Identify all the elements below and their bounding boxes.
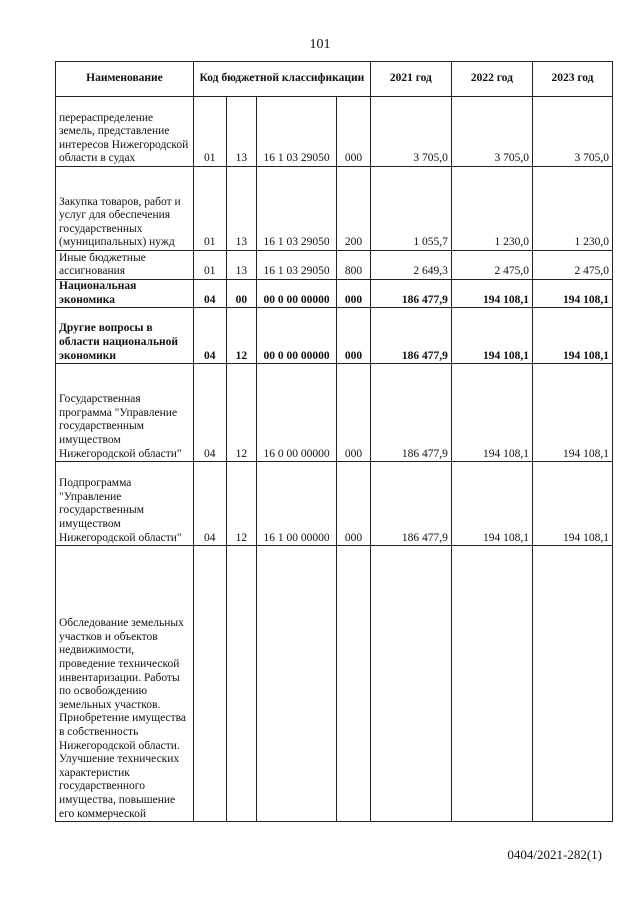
table-row (56, 462, 613, 546)
table-row (56, 308, 613, 364)
row-name: Национальная экономика (56, 280, 194, 308)
value-2023: 2 475,0 (532, 251, 612, 280)
table-row (56, 97, 613, 167)
table-row (56, 546, 613, 822)
header-2021: 2021 год (370, 62, 451, 97)
subsection-code: 13 (226, 251, 257, 280)
expense-type-code: 800 (337, 251, 371, 280)
value-2022 (451, 546, 532, 822)
table-row (56, 251, 613, 280)
value-2021: 3 705,0 (370, 97, 451, 167)
value-2021: 186 477,9 (370, 364, 451, 462)
expense-type-code: 000 (337, 364, 371, 462)
target-article-code: 16 1 03 29050 (257, 97, 337, 167)
value-2021: 186 477,9 (370, 462, 451, 546)
target-article-code: 16 0 00 00000 (257, 364, 337, 462)
expense-type-code: 000 (337, 308, 371, 364)
value-2023: 194 108,1 (532, 364, 612, 462)
section-code: 04 (193, 280, 226, 308)
target-article-code: 16 1 03 29050 (257, 251, 337, 280)
expense-type-code: 000 (337, 97, 371, 167)
row-name: Другие вопросы в области национальной экономики (56, 308, 194, 364)
section-code (193, 546, 226, 822)
value-2021: 186 477,9 (370, 308, 451, 364)
row-name: перераспределение земель, представление интересов Нижегородской области в судах (56, 97, 194, 167)
section-code: 01 (193, 167, 226, 251)
table-header-row (56, 62, 613, 97)
subsection-code: 13 (226, 167, 257, 251)
expense-type-code (337, 546, 371, 822)
target-article-code (257, 546, 337, 822)
value-2022: 3 705,0 (451, 97, 532, 167)
subsection-code (226, 546, 257, 822)
value-2022: 1 230,0 (451, 167, 532, 251)
target-article-code: 16 1 00 00000 (257, 462, 337, 546)
target-article-code: 00 0 00 00000 (257, 308, 337, 364)
value-2022: 194 108,1 (451, 280, 532, 308)
target-article-code: 16 1 03 29050 (257, 167, 337, 251)
header-name: Наименование (56, 62, 194, 97)
row-name: Подпрограмма "Управление государственным имуществом Нижегородской области" (56, 462, 194, 546)
table-row (56, 280, 613, 308)
expense-type-code: 000 (337, 462, 371, 546)
subsection-code: 13 (226, 97, 257, 167)
value-2023 (532, 546, 612, 822)
section-code: 04 (193, 462, 226, 546)
value-2022: 194 108,1 (451, 364, 532, 462)
table-body (56, 97, 613, 822)
row-name: Закупка товаров, работ и услуг для обеспечения государственных (муниципальных) нужд (56, 167, 194, 251)
value-2021: 1 055,7 (370, 167, 451, 251)
header-code: Код бюджетной классификации (193, 62, 370, 97)
section-code: 04 (193, 308, 226, 364)
subsection-code: 00 (226, 280, 257, 308)
value-2022: 194 108,1 (451, 462, 532, 546)
value-2023: 3 705,0 (532, 97, 612, 167)
value-2023: 194 108,1 (532, 308, 612, 364)
subsection-code: 12 (226, 364, 257, 462)
table-row (56, 167, 613, 251)
row-name: Иные бюджетные ассигнования (56, 251, 194, 280)
section-code: 01 (193, 97, 226, 167)
value-2022: 2 475,0 (451, 251, 532, 280)
subsection-code: 12 (226, 308, 257, 364)
budget-table (55, 61, 613, 822)
header-2022: 2022 год (451, 62, 532, 97)
row-name: Государственная программа "Управление государственным имуществом Нижегородской области" (56, 364, 194, 462)
value-2023: 194 108,1 (532, 462, 612, 546)
target-article-code: 00 0 00 00000 (257, 280, 337, 308)
value-2021: 186 477,9 (370, 280, 451, 308)
value-2021: 2 649,3 (370, 251, 451, 280)
value-2023: 194 108,1 (532, 280, 612, 308)
row-name: Обследование земельных участков и объектов недвижимости, проведение технической инвентаризации. Работы по освобождению земельных участков. Приобретение имущества в собственность Нижегородской области. Улучшение технических характеристик государственного имущества, повышение его коммерческой (56, 546, 194, 822)
subsection-code: 12 (226, 462, 257, 546)
expense-type-code: 200 (337, 167, 371, 251)
section-code: 04 (193, 364, 226, 462)
value-2022: 194 108,1 (451, 308, 532, 364)
value-2023: 1 230,0 (532, 167, 612, 251)
expense-type-code: 000 (337, 280, 371, 308)
header-2023: 2023 год (532, 62, 612, 97)
section-code: 01 (193, 251, 226, 280)
page-number: 101 (309, 37, 331, 52)
value-2021 (370, 546, 451, 822)
document-number: 0404/2021-282(1) (507, 847, 602, 862)
table-row (56, 364, 613, 462)
